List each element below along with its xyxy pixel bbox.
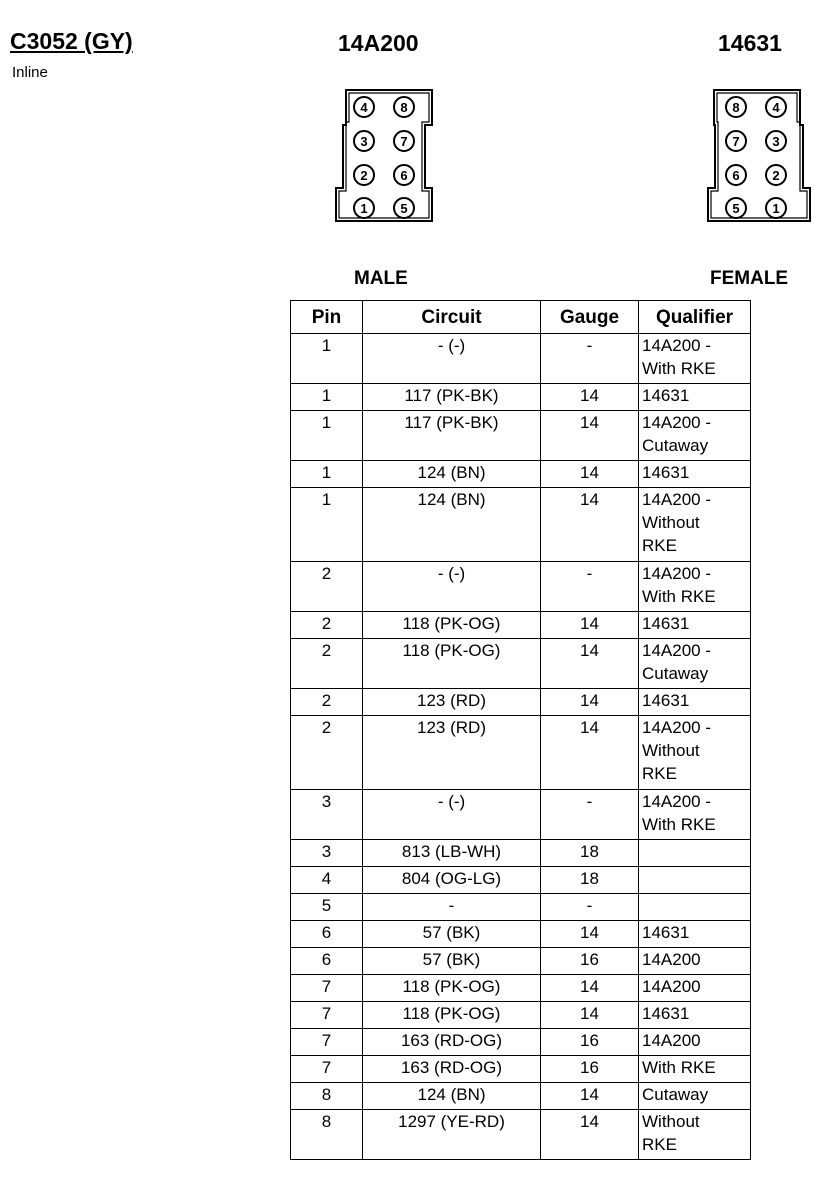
pin-cell: 8 — [291, 1110, 363, 1160]
pin-cell: 2 — [291, 716, 363, 790]
qualifier-cell — [639, 1110, 751, 1160]
qualifier-line: 14631 — [642, 691, 690, 710]
qualifier-line: 14A200 - — [642, 490, 711, 509]
header-qualifier: Qualifier — [639, 301, 751, 334]
male-pin-label: 4 — [360, 100, 368, 115]
connector-title: C3052 (GY) — [10, 28, 133, 54]
pin-cell: 5 — [291, 894, 363, 921]
qualifier-line: With RKE — [642, 1058, 716, 1077]
table-row — [291, 894, 751, 921]
table-row — [291, 689, 751, 716]
pin-cell: 7 — [291, 1056, 363, 1083]
male-pin-label: 6 — [400, 168, 408, 183]
gauge-cell: 14 — [541, 461, 639, 488]
table-row — [291, 488, 751, 562]
male-pin-label: 8 — [400, 100, 408, 115]
gauge-cell: 14 — [541, 639, 639, 689]
table-row — [291, 921, 751, 948]
pin-cell: 2 — [291, 639, 363, 689]
table-row — [291, 411, 751, 461]
female-pin-7 — [726, 131, 746, 151]
header-gauge: Gauge — [541, 301, 639, 334]
gauge-cell: 14 — [541, 689, 639, 716]
qualifier-line: Cutaway — [642, 664, 709, 683]
pin-cell: 1 — [291, 488, 363, 562]
table-row — [291, 1056, 751, 1083]
qualifier-line: Without — [642, 1112, 700, 1131]
circuit-cell: 118 (PK-OG) — [363, 1002, 541, 1029]
qualifier-line: 14A200 - — [642, 413, 711, 432]
qualifier-line: 14631 — [642, 923, 690, 942]
qualifier-line: 14A200 — [642, 1031, 701, 1050]
male-pin-8 — [394, 97, 414, 117]
female-part-number: 14631 — [718, 30, 782, 56]
pin-cell: 4 — [291, 867, 363, 894]
circuit-cell: - — [363, 894, 541, 921]
qualifier-cell — [639, 488, 751, 562]
qualifier-line: 14631 — [642, 386, 690, 405]
qualifier-line: 14631 — [642, 1004, 690, 1023]
female-connector-diagram — [702, 85, 814, 225]
pin-cell: 2 — [291, 612, 363, 639]
table-row — [291, 975, 751, 1002]
table-row — [291, 639, 751, 689]
qualifier-cell — [639, 384, 751, 411]
male-pin-label: 2 — [360, 168, 368, 183]
pin-cell: 7 — [291, 1029, 363, 1056]
gauge-cell: - — [541, 334, 639, 384]
qualifier-line: Without — [642, 741, 700, 760]
pin-cell: 1 — [291, 384, 363, 411]
qualifier-line: Cutaway — [642, 1085, 709, 1104]
qualifier-cell — [639, 894, 751, 921]
male-pin-4 — [354, 97, 374, 117]
female-pin-3 — [766, 131, 786, 151]
gauge-cell: 18 — [541, 840, 639, 867]
qualifier-line: RKE — [642, 536, 677, 555]
pin-cell: 7 — [291, 975, 363, 1002]
table-row — [291, 461, 751, 488]
circuit-cell: - (-) — [363, 334, 541, 384]
circuit-cell: 118 (PK-OG) — [363, 639, 541, 689]
qualifier-cell — [639, 411, 751, 461]
circuit-cell: - (-) — [363, 562, 541, 612]
pin-cell: 8 — [291, 1083, 363, 1110]
female-pin-label: 8 — [732, 100, 740, 115]
circuit-cell: 118 (PK-OG) — [363, 612, 541, 639]
gauge-cell: 14 — [541, 612, 639, 639]
circuit-cell: 813 (LB-WH) — [363, 840, 541, 867]
pin-cell: 6 — [291, 921, 363, 948]
male-pin-6 — [394, 165, 414, 185]
qualifier-cell — [639, 334, 751, 384]
pin-cell: 2 — [291, 689, 363, 716]
circuit-cell: 57 (BK) — [363, 921, 541, 948]
qualifier-cell — [639, 1002, 751, 1029]
gauge-cell: 14 — [541, 1110, 639, 1160]
circuit-cell: 57 (BK) — [363, 948, 541, 975]
qualifier-cell — [639, 840, 751, 867]
circuit-cell: 123 (RD) — [363, 689, 541, 716]
male-part-number: 14A200 — [338, 30, 419, 56]
gauge-cell: 18 — [541, 867, 639, 894]
circuit-cell: 124 (BN) — [363, 461, 541, 488]
female-pin-label: 5 — [732, 201, 740, 216]
male-pin-label: 7 — [400, 134, 408, 149]
table-row — [291, 1029, 751, 1056]
male-pin-label: 3 — [360, 134, 368, 149]
table-row — [291, 334, 751, 384]
qualifier-line: 14A200 — [642, 977, 701, 996]
table-row — [291, 948, 751, 975]
female-pin-label: 2 — [772, 168, 780, 183]
header-circuit: Circuit — [363, 301, 541, 334]
qualifier-line: With RKE — [642, 359, 716, 378]
gauge-cell: 14 — [541, 488, 639, 562]
qualifier-cell — [639, 867, 751, 894]
female-pin-label: 4 — [772, 100, 780, 115]
female-pin-label: 3 — [772, 134, 780, 149]
table-body — [291, 334, 751, 1160]
male-pin-1 — [354, 198, 374, 218]
male-connector-diagram — [330, 85, 442, 225]
gauge-cell: 16 — [541, 948, 639, 975]
qualifier-line: 14A200 — [642, 950, 701, 969]
qualifier-cell — [639, 921, 751, 948]
gauge-cell: 14 — [541, 921, 639, 948]
table-row — [291, 612, 751, 639]
qualifier-line: RKE — [642, 1135, 677, 1154]
male-label: MALE — [354, 268, 408, 289]
table-row — [291, 1002, 751, 1029]
circuit-cell: 117 (PK-BK) — [363, 384, 541, 411]
male-pin-2 — [354, 165, 374, 185]
qualifier-line: 14631 — [642, 614, 690, 633]
circuit-cell: 117 (PK-BK) — [363, 411, 541, 461]
circuit-cell: 124 (BN) — [363, 488, 541, 562]
pin-cell: 3 — [291, 840, 363, 867]
table-row — [291, 1110, 751, 1160]
gauge-cell: 14 — [541, 975, 639, 1002]
gauge-cell: - — [541, 894, 639, 921]
qualifier-cell — [639, 612, 751, 639]
pin-cell: 2 — [291, 562, 363, 612]
female-pin-4 — [766, 97, 786, 117]
circuit-cell: 1297 (YE-RD) — [363, 1110, 541, 1160]
qualifier-line: Cutaway — [642, 436, 709, 455]
table-row — [291, 384, 751, 411]
qualifier-cell — [639, 790, 751, 840]
gauge-cell: 16 — [541, 1029, 639, 1056]
qualifier-cell — [639, 948, 751, 975]
female-pin-label: 7 — [732, 134, 740, 149]
pin-cell: 7 — [291, 1002, 363, 1029]
circuit-cell: 163 (RD-OG) — [363, 1029, 541, 1056]
qualifier-cell — [639, 1056, 751, 1083]
male-pin-label: 1 — [360, 201, 368, 216]
header-pin: Pin — [291, 301, 363, 334]
gauge-cell: - — [541, 562, 639, 612]
male-pin-7 — [394, 131, 414, 151]
female-pin-6 — [726, 165, 746, 185]
table-row — [291, 716, 751, 790]
gauge-cell: 16 — [541, 1056, 639, 1083]
female-pin-2 — [766, 165, 786, 185]
female-pin-1 — [766, 198, 786, 218]
gauge-cell: 14 — [541, 1002, 639, 1029]
qualifier-line: 14A200 - — [642, 564, 711, 583]
qualifier-cell — [639, 562, 751, 612]
female-pin-8 — [726, 97, 746, 117]
gauge-cell: 14 — [541, 384, 639, 411]
circuit-cell: 124 (BN) — [363, 1083, 541, 1110]
gauge-cell: 14 — [541, 1083, 639, 1110]
pin-cell: 1 — [291, 411, 363, 461]
table-row — [291, 840, 751, 867]
qualifier-cell — [639, 689, 751, 716]
male-pin-label: 5 — [400, 201, 408, 216]
pin-cell: 6 — [291, 948, 363, 975]
female-label: FEMALE — [710, 268, 789, 289]
table-header-row — [291, 301, 751, 334]
qualifier-line: 14A200 - — [642, 336, 711, 355]
table-row — [291, 562, 751, 612]
qualifier-line: With RKE — [642, 587, 716, 606]
table-row — [291, 1083, 751, 1110]
qualifier-line: 14A200 - — [642, 792, 711, 811]
circuit-cell: 804 (OG-LG) — [363, 867, 541, 894]
female-pin-label: 6 — [732, 168, 740, 183]
gauge-cell: - — [541, 790, 639, 840]
circuit-cell: 163 (RD-OG) — [363, 1056, 541, 1083]
qualifier-line: With RKE — [642, 815, 716, 834]
qualifier-line: 14A200 - — [642, 641, 711, 660]
qualifier-cell — [639, 1083, 751, 1110]
female-pin-label: 1 — [772, 201, 780, 216]
connector-type: Inline — [12, 64, 48, 81]
pin-cell: 1 — [291, 334, 363, 384]
circuit-cell: 123 (RD) — [363, 716, 541, 790]
qualifier-cell — [639, 639, 751, 689]
gauge-cell: 14 — [541, 716, 639, 790]
circuit-cell: - (-) — [363, 790, 541, 840]
male-pin-5 — [394, 198, 414, 218]
pin-cell: 3 — [291, 790, 363, 840]
circuit-cell: 118 (PK-OG) — [363, 975, 541, 1002]
male-pin-3 — [354, 131, 374, 151]
qualifier-line: 14A200 - — [642, 718, 711, 737]
female-pin-5 — [726, 198, 746, 218]
qualifier-line: RKE — [642, 764, 677, 783]
qualifier-line: 14631 — [642, 463, 690, 482]
pin-cell: 1 — [291, 461, 363, 488]
qualifier-cell — [639, 716, 751, 790]
table-row — [291, 867, 751, 894]
qualifier-line: Without — [642, 513, 700, 532]
table-row — [291, 790, 751, 840]
pinout-table — [290, 300, 751, 1160]
qualifier-cell — [639, 1029, 751, 1056]
gauge-cell: 14 — [541, 411, 639, 461]
qualifier-cell — [639, 975, 751, 1002]
qualifier-cell — [639, 461, 751, 488]
